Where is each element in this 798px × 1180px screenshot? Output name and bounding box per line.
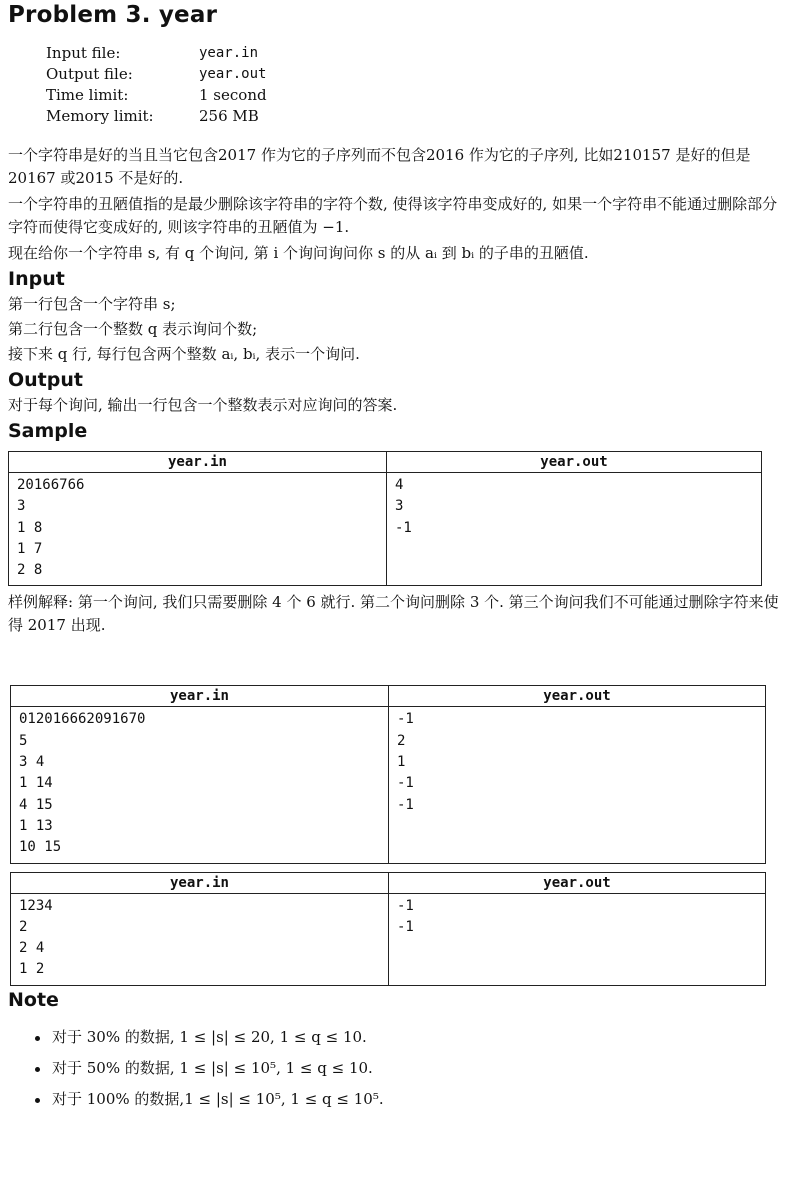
sample-out-line: -1 [397,897,414,914]
output-line-1: 对于每个询问, 输出一行包含一个整数表示对应询问的答案. [8,396,398,414]
info-value: 256 MB [199,106,259,125]
sample-in-line: 012016662091670 [19,711,146,728]
info-label: Input file: [46,43,121,62]
sample-in-line: 3 4 [19,754,45,771]
sample-out-header: year.out [387,452,762,473]
info-row-memory-limit [46,105,267,126]
sample-in-cell [11,893,389,985]
sample-out-line: 4 [395,477,404,493]
statement-paragraph-1: 一个字符串是好的当且当它包含2017 作为它的子序列而不包含2016 作为它的子序列, 比如210157 是好的但是20167 或2015 不是好的. [8,146,751,187]
sample-out-line: 3 [395,498,404,515]
sample-in-line: 3 [17,498,26,515]
sample-in-line: 1 7 [17,540,43,557]
input-line-3: 接下来 q 行, 每行包含两个整数 aᵢ, bᵢ, 表示一个询问. [8,345,360,363]
sample-explanation: 样例解释: 第一个询问, 我们只需要删除 4 个 6 就行. 第二个询问删除 3 个. 第三个询问我们不可能通过删除字符来使得 2017 出现. [8,593,779,635]
sample-out-header: year.out [389,686,766,707]
info-row-time-limit [46,84,267,105]
sample-in-line: 1 13 [19,817,53,834]
sample-out-line: -1 [397,775,414,792]
output-heading: Output [8,369,83,391]
sample-out-header: year.out [389,872,766,893]
sample-out-cell [389,893,766,985]
sample-in-cell [9,473,387,586]
input-line-2: 第二行包含一个整数 q 表示询问个数; [8,320,258,338]
note-item: 对于 100% 的数据,1 ≤ |s| ≤ 10⁵, 1 ≤ q ≤ 10⁵. [28,1086,790,1117]
sample-in-header: year.in [11,686,389,707]
input-heading: Input [8,268,65,290]
info-row-input-file [46,42,267,63]
info-value: year.in [199,44,259,61]
sample-in-line: 5 [19,732,28,749]
sample-out-line: -1 [395,519,412,536]
sample-table-3 [10,872,766,986]
sample-out-line: -1 [397,796,414,813]
sample-in-header: year.in [9,452,387,473]
sample-out-line: 2 [397,732,406,749]
sample-in-line: 1 8 [17,519,43,536]
sample-in-line: 2 [19,918,28,935]
info-label: Memory limit: [46,106,154,125]
sample-out-line: -1 [397,711,414,728]
problem-info-table [46,42,267,126]
sample-in-line: 20166766 [17,477,85,493]
problem-title: Problem 3. year [8,2,218,28]
statement-paragraph-2: 一个字符串的丑陋值指的是最少删除该字符串的字符个数, 使得该字符串变成好的, 如果一个字符串不能通过删除部分字符而使得它变成好的, 则该字符串的丑陋值为 −1. [8,195,778,236]
info-value: year.out [199,65,267,82]
info-row-output-file [46,63,267,84]
statement-paragraph-3: 现在给你一个字符串 s, 有 q 个询问, 第 i 个询问询问你 s 的从 aᵢ 到 bᵢ 的子串的丑陋值. [8,244,589,262]
sample-in-line: 4 15 [19,796,53,813]
sample-table-2 [10,685,766,863]
sample-in-line: 2 4 [19,940,45,957]
info-value: 1 second [199,85,267,104]
sample-in-line: 10 15 [19,839,62,856]
sample-out-line: -1 [397,918,414,935]
sample-out-cell [387,473,762,586]
sample-table-1 [8,451,762,586]
sample-in-line: 1234 [19,897,53,914]
note-item: 对于 50% 的数据, 1 ≤ |s| ≤ 10⁵, 1 ≤ q ≤ 10. [28,1055,790,1086]
note-list [8,1024,790,1117]
sample-out-cell [389,707,766,863]
note-item: 对于 30% 的数据, 1 ≤ |s| ≤ 20, 1 ≤ q ≤ 10. [28,1024,790,1055]
sample-in-cell [11,707,389,863]
sample-heading: Sample [8,420,88,442]
input-line-1: 第一行包含一个字符串 s; [8,295,176,313]
info-label: Output file: [46,64,133,83]
sample-in-line: 1 14 [19,775,53,792]
sample-in-line: 1 2 [19,961,45,978]
info-label: Time limit: [46,85,129,104]
note-heading: Note [8,988,59,1011]
sample-in-header: year.in [11,872,389,893]
sample-out-line: 1 [397,754,406,771]
sample-in-line: 2 8 [17,562,43,579]
